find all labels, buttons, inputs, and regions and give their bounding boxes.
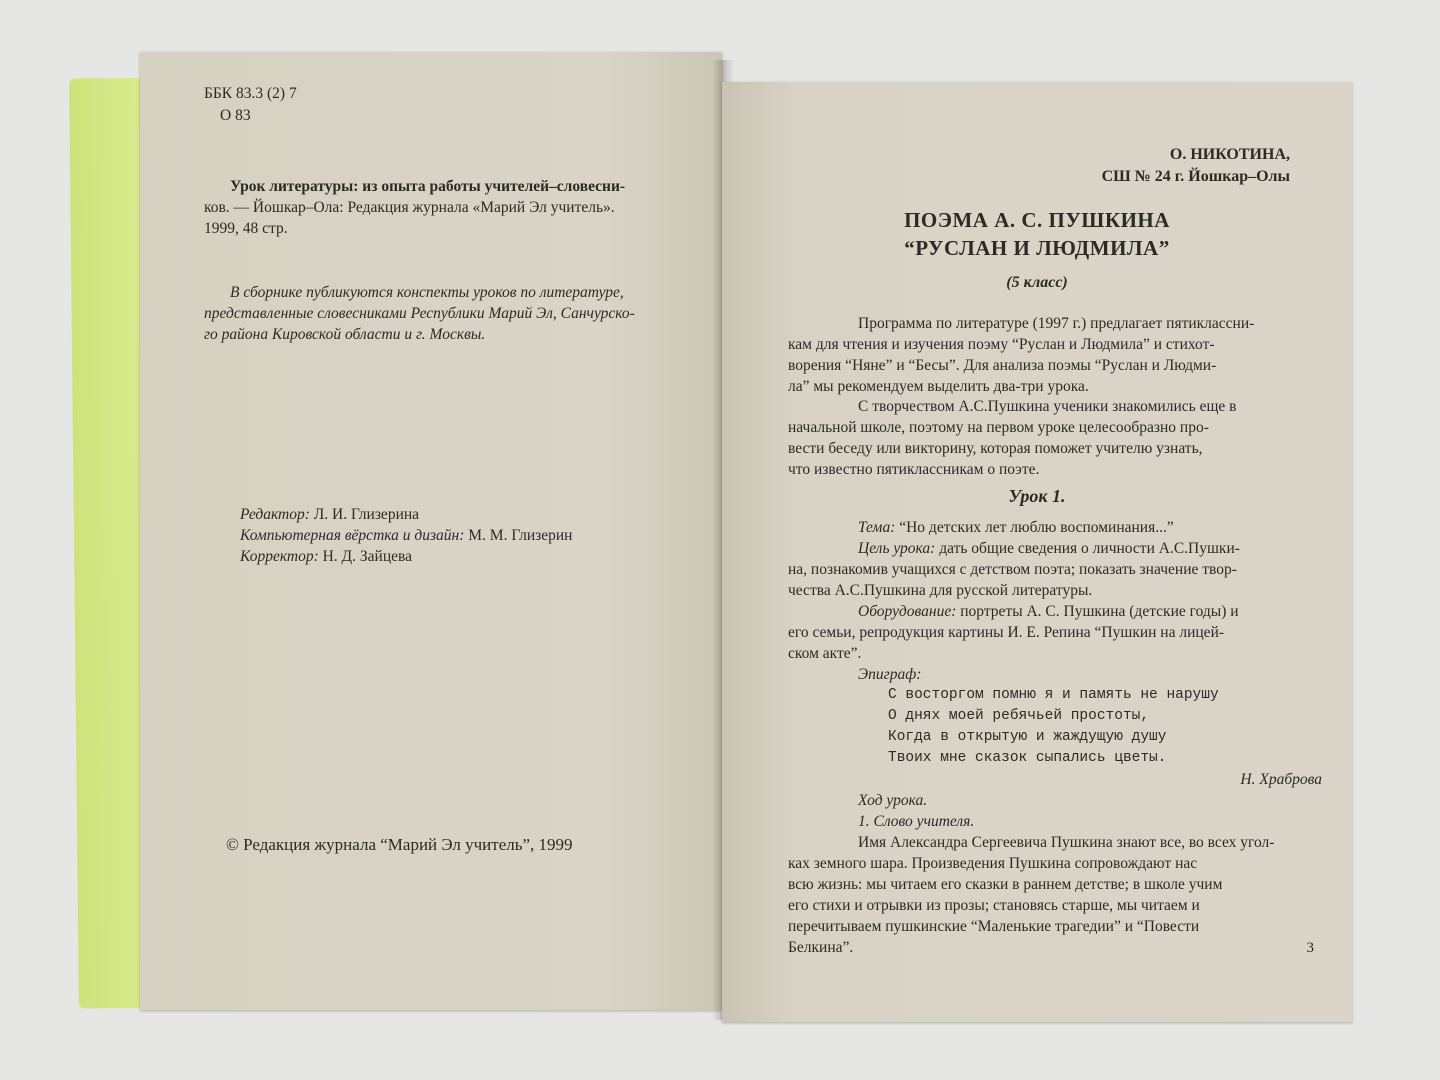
text-line: его семьи, репродукция картины И. Е. Репина “Пушкин на лицей- bbox=[788, 624, 1225, 641]
text-line: вести беседу или викторину, которая поможет учителю узнать, bbox=[788, 440, 1203, 457]
poem-line: С восторгом помню я и память не нарушу bbox=[888, 687, 1219, 703]
text-line: Программа по литературе (1997 г.) предлагает пятиклассни- bbox=[858, 315, 1255, 332]
article-title-line2: “РУСЛАН И ЛЮДМИЛА” bbox=[904, 236, 1170, 260]
citation-line: ков. — Йошкар–Ола: Редакция журнала «Марий Эл учитель». bbox=[204, 199, 615, 216]
copyright: © Редакция журнала “Марий Эл учитель”, 1999 bbox=[226, 835, 573, 854]
annotation-line: го района Кировской области и г. Москвы. bbox=[204, 326, 486, 343]
text-line: кам для чтения и изучения поэму “Руслан и Людмила” и стихот- bbox=[788, 336, 1215, 353]
goal-line: Цель урока: дать общие сведения о личности А.С.Пушки- bbox=[858, 540, 1240, 557]
grade-label: (5 класс) bbox=[1006, 274, 1068, 291]
text-line: всю жизнь: мы читаем его сказки в раннем детстве; в школе учим bbox=[788, 876, 1223, 893]
bbk-index: ББК 83.3 (2) 7 bbox=[204, 85, 297, 102]
page-number: 3 bbox=[1306, 940, 1314, 956]
text-line: Имя Александра Сергеевича Пушкина знают все, во всех угол- bbox=[858, 834, 1275, 851]
credit-layout: Компьютерная вёрстка и дизайн: М. М. Глизерин bbox=[240, 527, 573, 544]
text-line: ворения “Няне” и “Бесы”. Для анализа поэмы “Руслан и Людми- bbox=[788, 357, 1217, 374]
credits bbox=[240, 504, 680, 567]
left-page bbox=[140, 52, 722, 1010]
second-paragraph bbox=[788, 396, 1308, 480]
lesson-meta bbox=[788, 517, 1318, 685]
credit-proofreader: Корректор: Н. Д. Зайцева bbox=[240, 548, 412, 565]
theme-line: Тема: “Но детских лет люблю воспоминания...” bbox=[858, 519, 1174, 536]
text-line: на, познакомив учащихся с детством поэта; показать значение твор- bbox=[788, 561, 1237, 578]
intro-paragraph bbox=[788, 313, 1308, 397]
text-line: перечитываем пушкинские “Маленькие трагедии” и “Повести bbox=[788, 918, 1200, 935]
citation-line: Урок литературы: из опыта работы учителей–словесни- bbox=[230, 178, 626, 195]
step-heading: 1. Слово учителя. bbox=[858, 813, 975, 830]
text-line: С творчеством А.С.Пушкина ученики знакомились еще в bbox=[858, 398, 1237, 415]
author-code: О 83 bbox=[220, 107, 251, 124]
epigraph-poem bbox=[888, 685, 1288, 769]
poem-line: О днях моей ребячьей простоты, bbox=[888, 708, 1150, 724]
article-title-line1: ПОЭМА А. С. ПУШКИНА bbox=[904, 208, 1170, 232]
annotation bbox=[204, 282, 704, 345]
text-line: ках земного шара. Произведения Пушкина сопровождают нас bbox=[788, 855, 1198, 872]
poem-line: Твоих мне сказок сыпались цветы. bbox=[888, 750, 1167, 766]
right-page bbox=[722, 82, 1352, 1022]
citation-line: 1999, 48 стр. bbox=[204, 220, 288, 237]
lesson-heading: Урок 1. bbox=[1008, 486, 1066, 506]
text-line: чества А.С.Пушкина для русской литературы. bbox=[788, 582, 1093, 599]
equipment-line: Оборудование: портреты А. С. Пушкина (детские годы) и bbox=[858, 603, 1239, 620]
epigraph-author: Н. Храброва bbox=[1240, 771, 1322, 788]
text-line: ла” мы рекомендуем выделить два-три урока. bbox=[788, 378, 1089, 395]
text-line: Белкина”. bbox=[788, 939, 854, 956]
author-school: СШ № 24 г. Йошкар–Олы bbox=[1101, 168, 1290, 185]
annotation-line: представленные словесниками Республики Марий Эл, Санчурско- bbox=[204, 305, 635, 322]
citation bbox=[204, 176, 704, 239]
text-line: начальной школе, поэтому на первом уроке целесообразно про- bbox=[788, 419, 1209, 436]
body-paragraph bbox=[788, 832, 1318, 958]
poem-line: Когда в открытую и жаждущую душу bbox=[888, 729, 1167, 745]
credit-editor: Редактор: Л. И. Глизерина bbox=[240, 506, 420, 523]
epigraph-label: Эпиграф: bbox=[858, 666, 922, 683]
text-line: что известно пятиклассникам о поэте. bbox=[788, 461, 1040, 478]
text-line: ском акте”. bbox=[788, 645, 862, 662]
annotation-line: В сборнике публикуются конспекты уроков по литературе, bbox=[230, 284, 624, 301]
lesson-progress-heading: Ход урока. bbox=[858, 792, 928, 809]
article-author: О. НИКОТИНА, bbox=[1169, 146, 1290, 163]
text-line: его стихи и отрывки из прозы; становясь старше, мы читаем и bbox=[788, 897, 1200, 914]
